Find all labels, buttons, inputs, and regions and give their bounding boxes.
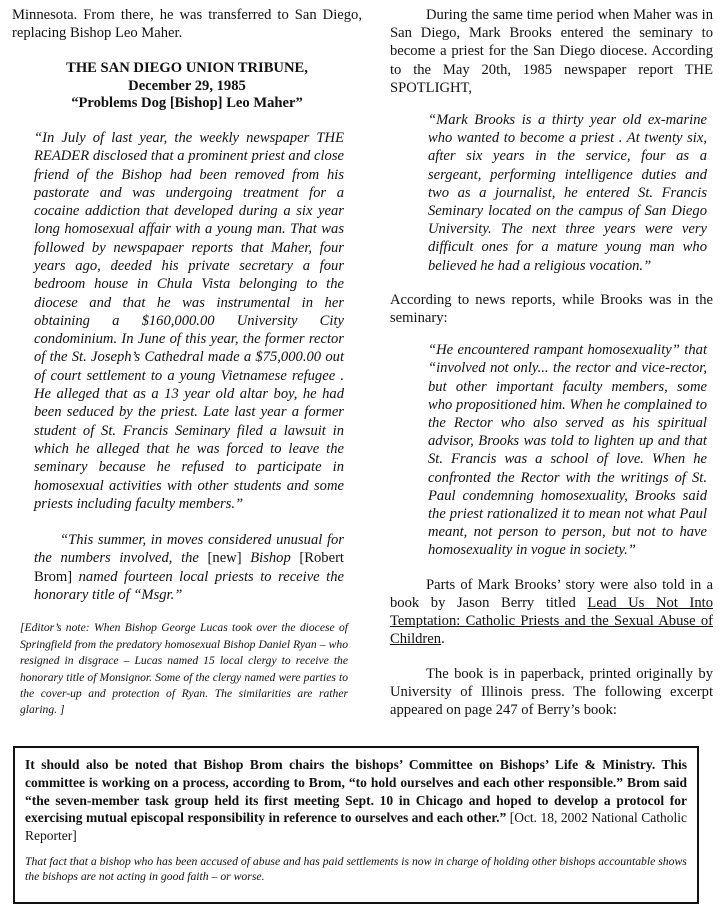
spotlight-quote: “Mark Brooks is a thirty year old ex-marine who wanted to become a priest . At twenty six, after six years in the service, four as a sergeant, performing intelligence duties and two as a journalist, he entered St. Francis Seminary located on the campus of San Diego University. The next three years were very difficult ones for a mature young man who believed he had a religious vocation.” xyxy=(428,112,707,274)
paperback-paragraph: The book is in paperback, printed originally by University of Illinois press. The following excerpt appeared on page 247 of Berry’s book: xyxy=(390,665,713,718)
callout-statement: It should also be noted that Bishop Brom chairs the bishops’ Committee on Bishops’ Life & Ministry. This committee is working on a process, according to Brom, “to hold ourselves and each other responsible.” Brom said “the seven-member task group held its first meeting Sept. 10 in Chicago and hoped to develop a protocol for exercising mutual episcopal responsibility in reference to ourselves and each other.” xyxy=(25,757,687,826)
msgr-quote-part-1: “This summer, in moves considered unusual for the numbers involved, the xyxy=(34,532,344,567)
seminary-quote-part-1: “He encountered rampant homosexuality” xyxy=(428,342,680,359)
book-paragraph xyxy=(390,576,713,649)
msgr-quote-part-3: named fourteen local priests to receive the honorary title of “Msgr.” xyxy=(34,568,344,604)
msgr-quote-bracket-brom: [Robert Brom] xyxy=(34,550,344,585)
msgr-quote-bracket-new: [new] xyxy=(207,550,242,567)
msgr-quote xyxy=(34,531,344,604)
seminary-quote xyxy=(428,341,707,559)
news-reports-paragraph: According to news reports, while Brooks was in the seminary: xyxy=(390,291,713,327)
callout-box xyxy=(13,746,699,904)
right-column xyxy=(390,6,713,719)
headline-title: “Problems Dog [Bishop] Leo Maher” xyxy=(71,95,303,112)
book-title: Lead Us Not Into Temptation: Catholic Priests and the Sexual Abuse of Children xyxy=(390,594,713,648)
left-column xyxy=(12,6,362,719)
book-paragraph-text: Parts of Mark Brooks’ story were also told in a book by Jason Berry titled xyxy=(390,576,713,611)
editors-note: [Editor’s note: When Bishop George Lucas took over the diocese of Springfield from the predatory homosexual Bishop Daniel Ryan – who resigned in disgrace – Lucas named 15 local clergy to receive the honorary title of Monsignor. Some of the clergy named were parties to the cover-up and protection of Ryan. The similarities are rather glaring. ] xyxy=(20,621,348,717)
book-paragraph-end: . xyxy=(441,631,445,648)
callout-citation: [Oct. 18, 2002 National Catholic Reporter] xyxy=(25,810,688,844)
brooks-intro-paragraph: During the same time period when Maher was in San Diego, Mark Brooks entered the seminary to become a priest for the San Diego diocese. According to the May 20th, 1985 newspaper report THE SPOTLIGHT, xyxy=(390,7,713,96)
callout-comment: That fact that a bishop who has been accused of abuse and has paid settlements is now in charge of holding other bishops accountable shows the bishops are not acting in good faith – or worse. xyxy=(25,854,687,884)
msgr-quote-part-2: Bishop xyxy=(241,550,300,567)
headline-date: December 29, 1985 xyxy=(128,77,246,94)
union-tribune-quote: “In July of last year, the weekly newspaper THE READER disclosed that a prominent priest and close friend of the Bishop had been removed from his pastorate and was undergoing treatment for a cocaine addiction that developed during a six year long homosexual affair with a young man. That was followed by newspapaer reports that Maher, four years ago, deeded his private secretary a four bedroom house in Chula Vista belonging to the diocese and that he was instrumental in her obtaining a $160,000.00 University City condominium. In June of this year, the former rector of the St. Joseph’s Cathedral made a $75,000.00 out of court settlement to a young Vietnamese refugee . He alleged that as a 13 year old altar boy, he had been seduced by the priest. Late last year a former student of St. Francis Seminary filed a lawsuit in which he alleged that he was forced to leave the seminary because he refused to participate in homosexual activities with other students and some priests including faculty members.” xyxy=(34,129,344,512)
callout-bold-text xyxy=(25,756,687,845)
seminary-quote-part-2: that “involved not only... the rector and vice-rector, but other important faculty members, some who propositioned him. When he complained to the Rector who also served as his spiritual advisor, Brooks was told to lighten up and that St. Francis was a school of love. When he confronted the Rector with the writings of St. Paul condemning homosexuality, Brooks said the priest rationalized it to mean not what Paul meant, not person to person, but not to have homosexuality in vogue in society.” xyxy=(428,342,707,559)
intro-paragraph: Minnesota. From there, he was transferred to San Diego, replacing Bishop Leo Maher. xyxy=(12,7,362,42)
headline-publication: THE SAN DIEGO UNION TRIBUNE, xyxy=(66,60,308,77)
article-headline xyxy=(12,60,362,113)
